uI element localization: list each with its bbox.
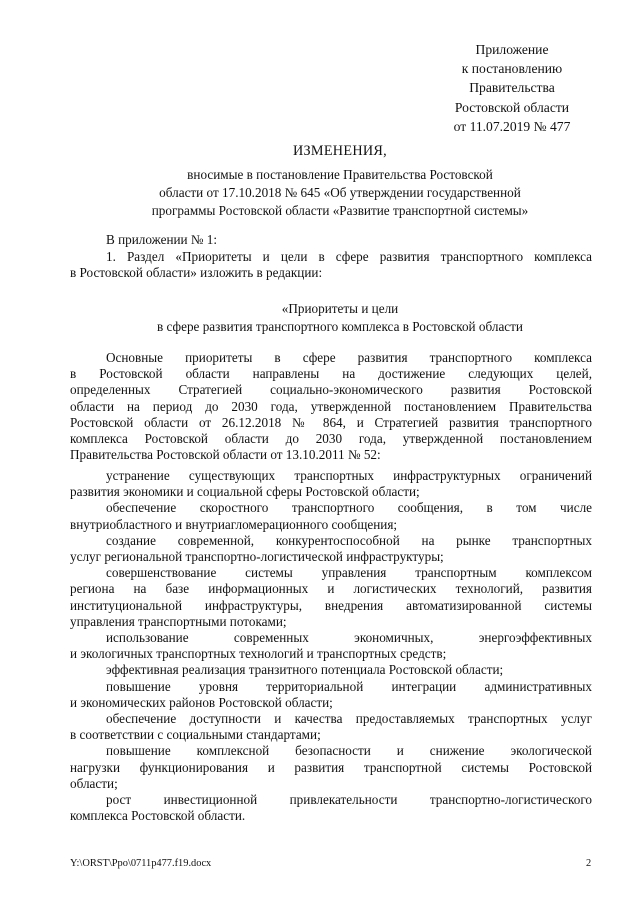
item1-line: 1. Раздел «Приоритеты и цели в сфере развития транспортного комплекса bbox=[106, 249, 592, 264]
page-number: 2 bbox=[586, 858, 592, 869]
subtitle-line: вносимые в постановление Правительства Ростовской bbox=[187, 167, 493, 182]
goal-line: внутриобластного и внутриагломерационного сообщения; bbox=[70, 516, 398, 532]
goal-line: устранение существующих транспортных инфраструктурных ограничений bbox=[106, 468, 592, 483]
goal-line: обеспечение скоростного транспортного сообщения, в том числе bbox=[106, 500, 592, 516]
goal-line: рост инвестиционной привлекательности транспортно-логистического bbox=[106, 792, 592, 808]
main-line: в Ростовской области направлены на достижение следующих целей, bbox=[70, 366, 592, 382]
appendix-line: Ростовской области bbox=[454, 99, 570, 115]
goal-line: управления транспортными потоками; bbox=[70, 613, 287, 629]
goal-line: развития экономики и социальной сферы Ростовской области; bbox=[70, 484, 420, 500]
main-line: комплекса Ростовской области до 2030 года, утвержденной постановлением bbox=[70, 431, 592, 447]
goal-item bbox=[70, 662, 592, 678]
appendix-header bbox=[432, 40, 592, 136]
goal-line: использование современных экономичных, энергоэффективных bbox=[106, 630, 592, 646]
goal-line: услуг региональной транспортно-логистической инфраструктуры; bbox=[70, 549, 444, 565]
goal-item bbox=[70, 468, 592, 500]
goal-line: комплекса Ростовской области. bbox=[70, 808, 246, 824]
goal-item bbox=[70, 679, 592, 711]
goal-line: эффективная реализация транзитного потенциала Ростовской области; bbox=[106, 662, 504, 678]
goal-item bbox=[70, 711, 592, 743]
intro-line: В приложении № 1: bbox=[106, 232, 218, 247]
goals-list bbox=[70, 468, 592, 824]
subtitle-line: программы Ростовской области «Развитие транспортной системы» bbox=[151, 203, 529, 218]
goal-item bbox=[70, 500, 592, 532]
appendix-line: Приложение bbox=[475, 42, 549, 57]
goal-line: и экономических районов Ростовской области; bbox=[70, 694, 333, 710]
appendix-line: к постановлению bbox=[461, 61, 563, 77]
main-line: Ростовской области от 26.12.2018 № 864, и Стратегией развития транспортного bbox=[70, 414, 592, 430]
goal-line: и экологичных транспортных технологий и транспортных средств; bbox=[70, 646, 447, 662]
goal-line: обеспечение доступности и качества предоставляемых транспортных услуг bbox=[106, 711, 592, 727]
section-title-line: «Приоритеты и цели bbox=[281, 301, 399, 316]
section-title-line: в сфере развития транспортного комплекса в Ростовской области bbox=[157, 319, 523, 334]
document-title: ИЗМЕНЕНИЯ, bbox=[292, 143, 388, 159]
appendix-line: от 11.07.2019 № 477 bbox=[453, 118, 571, 134]
goal-line: создание современной, конкурентоспособной на рынке транспортных bbox=[106, 532, 592, 548]
appendix-line: Правительства bbox=[469, 80, 555, 96]
goal-line: повышение комплексной безопасности и снижение экологической bbox=[106, 743, 592, 759]
main-line: области на период до 2030 года, утвержденной постановлением Правительства bbox=[70, 398, 592, 414]
main-paragraph bbox=[70, 350, 592, 463]
goal-line: институциональной инфраструктуры, внедрения автоматизированной системы bbox=[70, 597, 592, 613]
goal-line: области; bbox=[70, 775, 118, 791]
goal-item bbox=[70, 792, 592, 824]
main-line: определенных Стратегией социально-экономического развития Ростовской bbox=[70, 382, 592, 398]
goal-item bbox=[70, 565, 592, 630]
goal-item bbox=[70, 743, 592, 792]
goal-line: нагрузки функционирования и развития транспортной системы Ростовской bbox=[70, 759, 592, 775]
item1-paragraph bbox=[70, 249, 592, 281]
goal-line: повышение уровня территориальной интеграции административных bbox=[106, 678, 592, 694]
main-line: Основные приоритеты в сфере развития транспортного комплекса bbox=[106, 350, 592, 365]
goal-line: региона на базе информационных и логистических технологий, развития bbox=[70, 581, 592, 597]
item1-line: в Ростовской области» изложить в редакции: bbox=[70, 265, 323, 281]
goal-line: в соответствии с социальными стандартами; bbox=[70, 727, 321, 743]
intro-paragraph bbox=[70, 232, 592, 248]
goal-item bbox=[70, 533, 592, 565]
goal-line: совершенствование системы управления транспортным комплексом bbox=[106, 565, 592, 581]
document-subtitle bbox=[70, 166, 610, 220]
section-title bbox=[70, 300, 610, 336]
subtitle-line: области от 17.10.2018 № 645 «Об утверждении государственной bbox=[159, 185, 521, 200]
goal-item bbox=[70, 630, 592, 662]
file-path-footer: Y:\ORST\Ppo\0711p477.f19.docx bbox=[70, 858, 212, 869]
main-line: Правительства Ростовской области от 13.10.2011 № 52: bbox=[70, 447, 381, 463]
